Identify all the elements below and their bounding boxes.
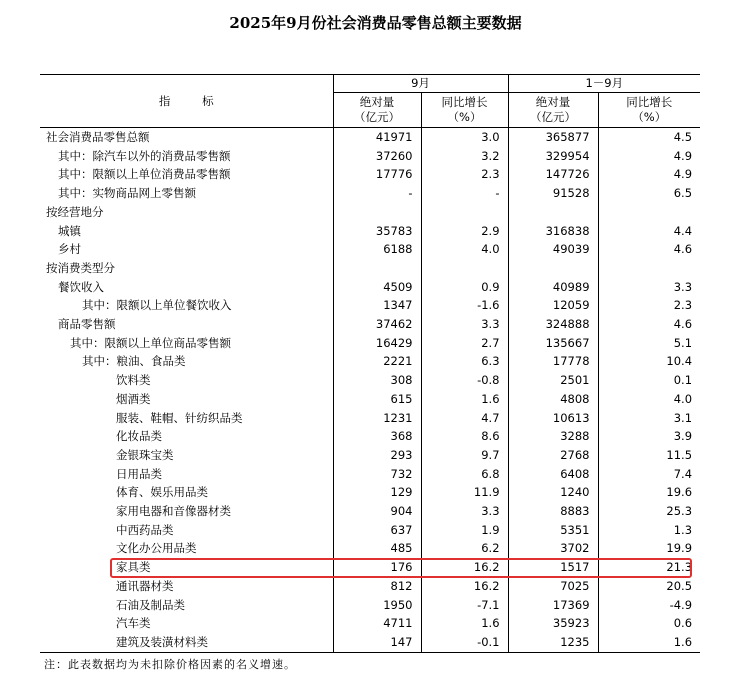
indicator-cell: 汽车类	[116, 616, 151, 631]
ytd-growth-cell: 4.0	[598, 390, 700, 409]
ytd-growth-header	[598, 93, 700, 128]
table-row	[40, 577, 700, 596]
indicator-cell: 化妆品类	[116, 429, 162, 444]
month-abs-cell: 37462	[333, 315, 421, 334]
table-row	[40, 184, 700, 203]
month-growth-cell	[421, 259, 508, 278]
month-abs-cell: 637	[333, 521, 421, 540]
indicator-cell: 乡村	[58, 242, 81, 257]
table-row	[40, 165, 700, 184]
ytd-abs-cell	[508, 259, 598, 278]
ytd-abs-cell: 40989	[508, 278, 598, 297]
ytd-growth-cell: 20.5	[598, 577, 700, 596]
ytd-abs-cell: 1235	[508, 633, 598, 652]
indicator-cell: 饮料类	[116, 373, 151, 388]
ytd-abs-cell: 365877	[508, 128, 598, 147]
month-growth-cell: 8.6	[421, 427, 508, 446]
abs-header-line2: （亿元）	[530, 110, 577, 124]
indicator-cell: 其中：粮油、食品类	[82, 354, 186, 369]
growth-header-line1: 同比增长	[441, 95, 488, 109]
ytd-growth-cell: 4.6	[598, 315, 700, 334]
ytd-abs-cell: 49039	[508, 240, 598, 259]
month-abs-cell: 1347	[333, 296, 421, 315]
month-growth-cell: 1.9	[421, 521, 508, 540]
month-abs-cell: 368	[333, 427, 421, 446]
table-row	[40, 558, 700, 577]
month-abs-cell: 35783	[333, 222, 421, 241]
ytd-growth-cell	[598, 203, 700, 222]
ytd-abs-cell: 135667	[508, 334, 598, 353]
indicator-cell: 体育、娱乐用品类	[116, 485, 208, 500]
month-growth-cell: 9.7	[421, 446, 508, 465]
ytd-growth-cell	[598, 259, 700, 278]
indicator-cell: 烟酒类	[116, 391, 151, 406]
ytd-growth-cell: 3.9	[598, 427, 700, 446]
indicator-cell: 石油及制品类	[116, 597, 185, 612]
table-row	[40, 278, 700, 297]
month-growth-cell: 1.6	[421, 614, 508, 633]
table-body	[40, 128, 700, 653]
growth-header-line2: （%）	[447, 110, 482, 124]
ytd-growth-cell: 4.9	[598, 165, 700, 184]
ytd-abs-cell: 3288	[508, 427, 598, 446]
month-growth-cell: -1.6	[421, 296, 508, 315]
month-growth-cell	[421, 203, 508, 222]
month-abs-cell	[333, 203, 421, 222]
ytd-growth-cell: 4.4	[598, 222, 700, 241]
month-abs-cell: 147	[333, 633, 421, 652]
month-growth-cell: 2.7	[421, 334, 508, 353]
abs-header-line1: 绝对量	[535, 95, 571, 109]
ytd-abs-cell: 10613	[508, 409, 598, 428]
ytd-abs-cell: 6408	[508, 465, 598, 484]
footnote: 注：此表数据均为未扣除价格因素的名义增速。	[44, 658, 296, 671]
month-growth-cell: 3.0	[421, 128, 508, 147]
ytd-abs-cell: 17369	[508, 596, 598, 615]
table-row	[40, 296, 700, 315]
ytd-growth-cell: -4.9	[598, 596, 700, 615]
month-growth-cell: 1.6	[421, 390, 508, 409]
ytd-growth-cell: 2.3	[598, 296, 700, 315]
month-abs-cell: 176	[333, 558, 421, 577]
ytd-abs-cell: 2768	[508, 446, 598, 465]
indicator-cell: 中西药品类	[116, 522, 174, 537]
ytd-growth-cell: 0.1	[598, 371, 700, 390]
indicator-cell: 服装、鞋帽、针纺织品类	[116, 410, 243, 425]
ytd-abs-cell: 7025	[508, 577, 598, 596]
ytd-growth-cell: 19.6	[598, 483, 700, 502]
month-abs-cell: 2221	[333, 352, 421, 371]
ytd-growth-cell: 1.6	[598, 633, 700, 652]
month-growth-cell: 16.2	[421, 577, 508, 596]
month-growth-cell: 3.3	[421, 315, 508, 334]
ytd-growth-cell: 11.5	[598, 446, 700, 465]
ytd-abs-cell: 324888	[508, 315, 598, 334]
table-row	[40, 315, 700, 334]
month-growth-cell: -0.1	[421, 633, 508, 652]
indicator-header: 指 标	[40, 75, 333, 128]
month-growth-header	[421, 93, 508, 128]
indicator-cell: 家具类	[116, 560, 151, 575]
month-abs-cell: 17776	[333, 165, 421, 184]
month-growth-cell: 6.8	[421, 465, 508, 484]
month-abs-cell: 308	[333, 371, 421, 390]
table-row	[40, 465, 700, 484]
month-abs-cell: 37260	[333, 147, 421, 166]
ytd-growth-cell: 10.4	[598, 352, 700, 371]
month-abs-header	[333, 93, 421, 128]
table-header	[40, 75, 700, 128]
ytd-growth-cell: 3.1	[598, 409, 700, 428]
ytd-abs-cell: 4808	[508, 390, 598, 409]
indicator-cell: 餐饮收入	[58, 279, 104, 294]
ytd-growth-cell: 21.3	[598, 558, 700, 577]
ytd-growth-cell: 5.1	[598, 334, 700, 353]
ytd-growth-cell: 19.9	[598, 539, 700, 558]
table-row	[40, 521, 700, 540]
month-abs-cell: 129	[333, 483, 421, 502]
month-abs-cell: 293	[333, 446, 421, 465]
indicator-cell: 家用电器和音像器材类	[116, 504, 231, 519]
indicator-cell: 按消费类型分	[46, 260, 115, 275]
month-abs-cell: 4711	[333, 614, 421, 633]
month-abs-cell: 904	[333, 502, 421, 521]
ytd-abs-cell: 8883	[508, 502, 598, 521]
indicator-cell: 其中：除汽车以外的消费品零售额	[58, 148, 231, 163]
month-growth-cell: -0.8	[421, 371, 508, 390]
table-row	[40, 539, 700, 558]
month-abs-cell: 1950	[333, 596, 421, 615]
table-row	[40, 614, 700, 633]
ytd-growth-cell: 25.3	[598, 502, 700, 521]
page-title: 2025年9月份社会消费品零售总额主要数据	[229, 14, 522, 32]
ytd-abs-cell	[508, 203, 598, 222]
ytd-growth-cell: 3.3	[598, 278, 700, 297]
month-growth-cell: 3.3	[421, 502, 508, 521]
ytd-abs-cell: 329954	[508, 147, 598, 166]
growth-header-line1: 同比增长	[626, 95, 673, 109]
indicator-cell: 社会消费品零售总额	[46, 130, 150, 144]
month-abs-cell: 812	[333, 577, 421, 596]
table-row	[40, 128, 700, 147]
table-row	[40, 596, 700, 615]
ytd-abs-cell: 1240	[508, 483, 598, 502]
table-row	[40, 409, 700, 428]
indicator-cell: 其中：实物商品网上零售额	[58, 186, 196, 201]
indicator-cell: 日用品类	[116, 466, 162, 481]
month-abs-cell: 1231	[333, 409, 421, 428]
month-abs-cell: 6188	[333, 240, 421, 259]
month-abs-cell: 41971	[333, 128, 421, 147]
month-growth-cell: 4.0	[421, 240, 508, 259]
table-row	[40, 427, 700, 446]
ytd-abs-cell: 5351	[508, 521, 598, 540]
ytd-growth-cell: 0.6	[598, 614, 700, 633]
ytd-abs-cell: 147726	[508, 165, 598, 184]
ytd-abs-cell: 91528	[508, 184, 598, 203]
ytd-abs-cell: 1517	[508, 558, 598, 577]
month-growth-cell: 4.7	[421, 409, 508, 428]
indicator-cell: 城镇	[58, 223, 81, 238]
table-row	[40, 203, 700, 222]
month-growth-cell: 3.2	[421, 147, 508, 166]
table-row	[40, 352, 700, 371]
ytd-growth-cell: 4.9	[598, 147, 700, 166]
retail-sales-table	[40, 74, 700, 653]
month-abs-cell	[333, 259, 421, 278]
indicator-cell: 通讯器材类	[116, 578, 174, 593]
indicator-cell: 按经营地分	[46, 204, 104, 219]
table-row	[40, 240, 700, 259]
abs-header-line1: 绝对量	[359, 95, 395, 109]
indicator-cell: 其中：限额以上单位商品零售额	[70, 335, 231, 350]
month-growth-cell: 2.3	[421, 165, 508, 184]
indicator-cell: 商品零售额	[58, 317, 116, 332]
ytd-abs-cell: 35923	[508, 614, 598, 633]
table-row	[40, 259, 700, 278]
month-growth-cell: 2.9	[421, 222, 508, 241]
indicator-cell: 其中：限额以上单位餐饮收入	[82, 298, 232, 313]
ytd-abs-cell: 2501	[508, 371, 598, 390]
month-abs-cell: 4509	[333, 278, 421, 297]
table-row	[40, 334, 700, 353]
month-abs-cell: 16429	[333, 334, 421, 353]
ytd-growth-cell: 4.6	[598, 240, 700, 259]
month-growth-cell: -	[421, 184, 508, 203]
month-growth-cell: 6.2	[421, 539, 508, 558]
ytd-growth-cell: 6.5	[598, 184, 700, 203]
ytd-abs-header	[508, 93, 598, 128]
ytd-abs-cell: 12059	[508, 296, 598, 315]
table-row	[40, 446, 700, 465]
growth-header-line2: （%）	[632, 110, 667, 124]
month-abs-cell: 615	[333, 390, 421, 409]
ytd-growth-cell: 7.4	[598, 465, 700, 484]
month-abs-cell: -	[333, 184, 421, 203]
indicator-cell: 建筑及装潢材料类	[40, 633, 333, 652]
table-row	[40, 147, 700, 166]
table-row	[40, 390, 700, 409]
indicator-cell: 金银珠宝类	[116, 447, 174, 462]
abs-header-line2: （亿元）	[354, 110, 400, 124]
indicator-cell: 其中：限额以上单位消费品零售额	[58, 167, 231, 182]
ytd-group-header: 1－9月	[508, 75, 700, 93]
ytd-abs-cell: 316838	[508, 222, 598, 241]
month-group-header: 9月	[333, 75, 508, 93]
ytd-growth-cell: 1.3	[598, 521, 700, 540]
table-row	[40, 222, 700, 241]
month-abs-cell: 732	[333, 465, 421, 484]
month-growth-cell: 0.9	[421, 278, 508, 297]
month-growth-cell: 11.9	[421, 483, 508, 502]
ytd-growth-cell: 4.5	[598, 128, 700, 147]
table-row	[40, 371, 700, 390]
month-growth-cell: 16.2	[421, 558, 508, 577]
month-growth-cell: -7.1	[421, 596, 508, 615]
table-row	[40, 502, 700, 521]
ytd-abs-cell: 17778	[508, 352, 598, 371]
table-row	[40, 483, 700, 502]
month-abs-cell: 485	[333, 539, 421, 558]
indicator-cell: 文化办公用品类	[116, 541, 197, 556]
ytd-abs-cell: 3702	[508, 539, 598, 558]
month-growth-cell: 6.3	[421, 352, 508, 371]
table-row	[40, 633, 700, 652]
